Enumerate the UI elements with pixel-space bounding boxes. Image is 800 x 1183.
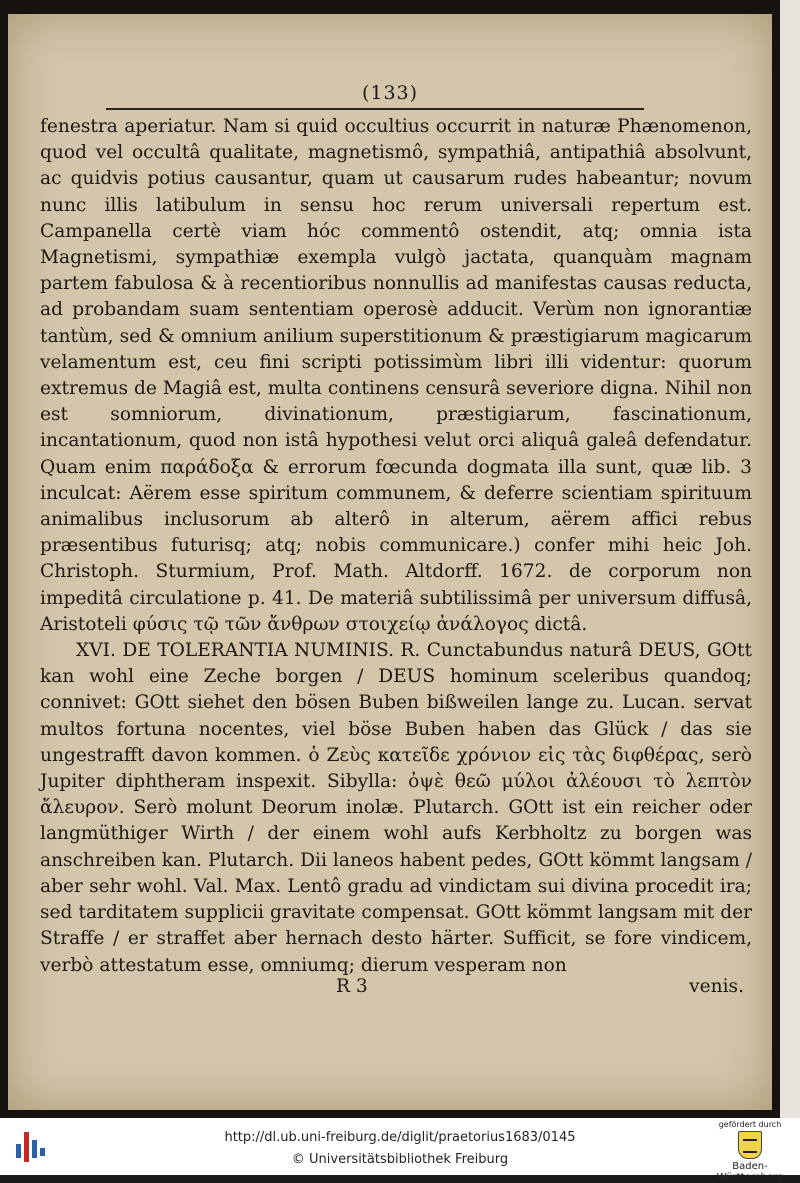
page-number: (133)	[361, 82, 419, 104]
sponsor-badge	[710, 1120, 790, 1183]
paragraph-main: fenestra aperiatur. Nam si quid occultius occurrit in naturæ Phænomenon, quod vel occultâ qualitate, magnetismô, sympathiâ, antipathiâ absolvunt, ac quidvis potius causantur, quam ut causarum rudes habeantur; novum nunc illis latibulum in sensu hoc rerum universali repertum est. Campanella certè viam hóc commentô ostendit, atq; omnia ista Magnetismi, sympathiæ exempla vulgò jactata, quanquàm magnam partem fabulosa & à recentioribus nonnullis ad manifestas causas reducta, ad probandam suam sententiam operosè adducit. Verùm non ignorantiæ tantùm, sed & omnium anilium superstitionum & præstigiarum magicarum velamentum est, ceu fini scripti potissimùm libri illi videntur: quorum extremus de Magiâ est, multa continens censurâ severiore digna. Nihil non est somniorum, divinationum, præstigiarum, fascinationum, incantationum, quod non istâ hypothesi velut orci aliquâ galeâ defendatur. Quam enim παράδοξα & errorum fœcunda dogmata illa sunt, quæ lib. 3 inculcat: Aërem esse spiritum communem, & deferre scientiam spirituum animalibus inclusorum ab alterô in alterum, aërem affici rebus præsentibus futurisq; atq; nobis communicare.) confer mihi heic Joh. Christoph. Sturmium, Prof. Math. Altdorff. 1672. de corporum non impeditâ circulatione p. 41. De materiâ subtilissimâ per universum diffusâ, Aristoteli φύσις τῷ τῶν ἄνθρων στοιχείῳ ἀνάλογος dictâ.	[40, 116, 752, 635]
signature-mark: R 3	[336, 976, 368, 997]
sponsor-name: Baden-Württemberg	[716, 1161, 784, 1183]
page-text	[40, 114, 752, 979]
sponsor-label: gefördert durch	[718, 1120, 782, 1129]
copyright-notice: © Universitätsbibliothek Freiburg	[291, 1152, 509, 1167]
permalink-url[interactable]: http://dl.ub.uni-freiburg.de/diglit/praetorius1683/0145	[224, 1130, 576, 1145]
scan-margin-strip	[780, 0, 800, 1118]
header-rule	[106, 108, 644, 110]
catchword: venis.	[689, 976, 744, 997]
crest-icon	[738, 1131, 762, 1159]
viewer-footer	[0, 1118, 800, 1183]
paragraph-section-xvi: XVI. DE TOLERANTIA NUMINIS. R. Cunctabundus naturâ DEUS, GOtt kan wohl eine Zeche borgen / DEUS hominum sceleribus quandoq; connivet: GOtt siehet den bösen Buben bißweilen lange zu. Lucan. servat multos fortuna nocentes, viel böse Buben haben das Glück / das sie ungestrafft davon kommen. ὁ Ζεὺς κατεῖδε χρόνιον εἰς τὰς διφθέρας, serò Jupiter diphtheram inspexit. Sibylla: ὀψὲ θεῶ μύλοι ἀλέουσι τὸ λεπτὸν ἄλευρον. Serò molunt Deorum inolæ. Plutarch. GOtt ist ein reicher oder langmüthiger Wirth / der einem wohl aufs Kerbholtz zu borgen was anschreiben kan. Plutarch. Dii laneos habent pedes, GOtt kömmt langsam / aber sehr wohl. Val. Max. Lentô gradu ad vindictam sui divina procedit ira; sed tarditatem supplicii gravitate compensat. GOtt kömmt langsam mit der Straffe / er straffet aber hernach desto härter. Sufficit, se fore vindicem, verbò attestatum esse, omniumq; dierum vesperam non	[40, 640, 752, 976]
book-page	[8, 14, 772, 1110]
